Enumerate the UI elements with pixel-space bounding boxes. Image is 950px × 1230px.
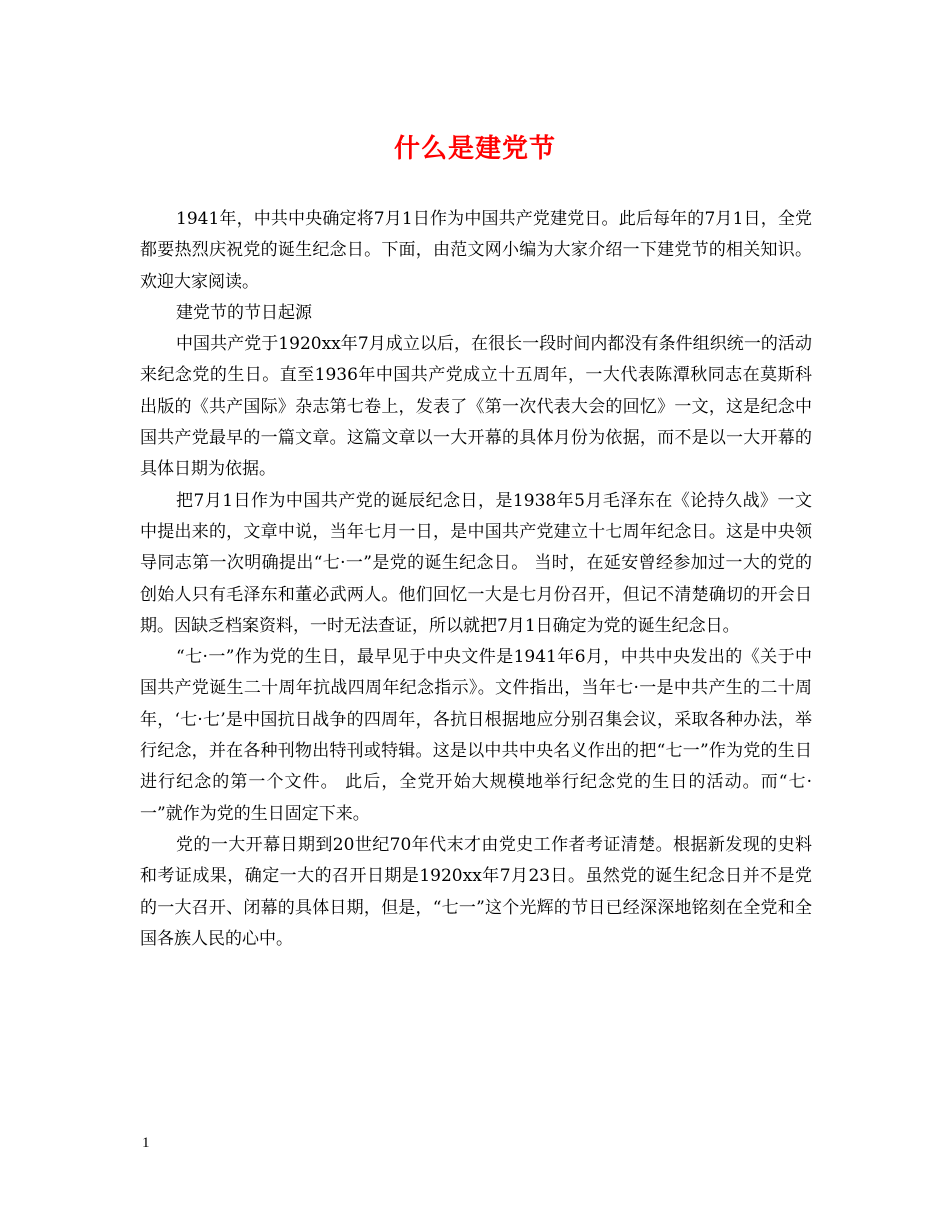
paragraph-origin: 中国共产党于1920xx年7月成立以后，在很长一段时间内都没有条件组织统一的活动来纪念党的生日。直至1936年中国共产党成立十五周年，一大代表陈潭秋同志在莫斯科出版的《共产国际》杂志第七卷上，发表了《第一次代表大会的回忆》一文，这是纪念中国共产党最早的一篇文章。这篇文章以一大开幕的具体月份为依据，而不是以一大开幕的具体日期为依据。	[140, 334, 812, 480]
paragraph-mao: 把7月1日作为中国共产党的诞辰纪念日，是1938年5月毛泽东在《论持久战》一文中提出来的，文章中说，当年七月一日，是中国共产党建立十七周年纪念日。这是中央领导同志第一次明确提出“七·一”是党的诞生纪念日。 当时，在延安曾经参加过一大的党的创始人只有毛泽东和董必武两人。他们回忆一大是七月份召开，但记不清楚确切的开会日期。因缺乏档案资料，一时无法查证，所以就把7月1日确定为党的诞生纪念日。	[140, 490, 812, 636]
page-title: 什么是建党节	[393, 134, 556, 164]
paragraph-1941-document: “七·一”作为党的生日，最早见于中央文件是1941年6月，中共中央发出的《关于中国共产党诞生二十周年抗战四周年纪念指示》。文件指出，当年七·一是中共产生的二十周年，‘七·七’是中国抗日战争的四周年，各抗日根据地应分别召集会议，采取各种办法，举行纪念，并在各种刊物出特刊或特辑。这是以中共中央名义作出的把“七一”作为党的生日进行纪念的第一个文件。 此后，全党开始大规模地举行纪念党的生日的活动。而“七·一”就作为党的生日固定下来。	[140, 647, 812, 824]
section-heading: 建党节的节日起源	[176, 302, 312, 323]
paragraph-research: 党的一大开幕日期到20世纪70年代末才由党史工作者考证清楚。根据新发现的史料和考证成果，确定一大的召开日期是1920xx年7月23日。虽然党的诞生纪念日并不是党的一大召开、闭幕的具体日期，但是，“七一”这个光辉的节日已经深深地铭刻在全党和全国各族人民的心中。	[140, 834, 812, 949]
document-body	[140, 204, 812, 955]
page-number: 1	[142, 1135, 150, 1151]
paragraph-intro: 1941年，中共中央确定将7月1日作为中国共产党建党日。此后每年的7月1日，全党都要热烈庆祝党的诞生纪念日。下面，由范文网小编为大家介绍一下建党节的相关知识。欢迎大家阅读。	[140, 209, 812, 292]
